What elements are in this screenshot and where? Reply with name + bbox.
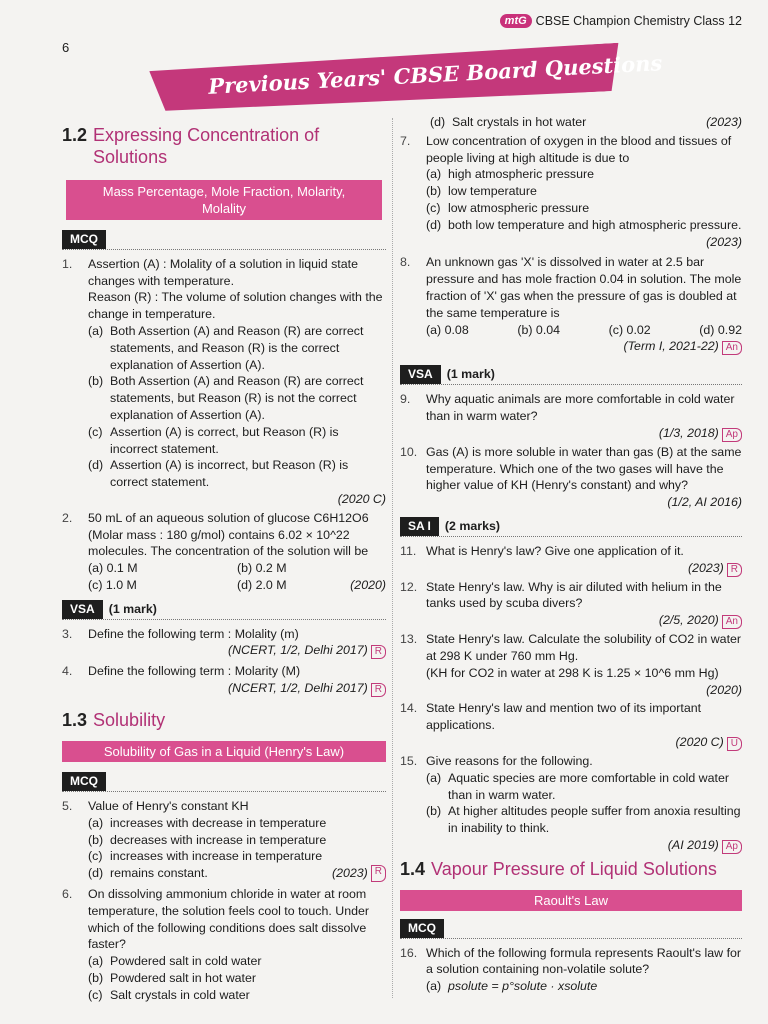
option-a: 0.1 M (106, 561, 138, 576)
question-number: 11. (400, 543, 417, 558)
question-number: 9. (400, 392, 411, 407)
sa-tag: SA I (400, 517, 439, 536)
option-a: 0.08 (444, 322, 469, 337)
question-text: Why aquatic animals are more comfortable in cold water than in warm water? (426, 392, 735, 423)
mcq-tag: MCQ (62, 230, 106, 249)
question-text: State Henry's law. Calculate the solubility of CO2 in water at 298 K under 760 mm Hg. (426, 632, 742, 663)
source-meta: (1/3, 2018) (658, 425, 719, 440)
option-c: Assertion (A) is correct, but Reason (R) is incorrect statement. (110, 424, 339, 456)
option-c: 0.02 (626, 322, 651, 337)
question-2: 2. 50 mL of an aqueous solution of glucose C6H12O6 (Molar mass : 180 g/mol) contains 6.02 × 10^22 molecules. The concentration of the solution will be (a) 0.1 M (b) 0.2 M (c) 1.0 M (d) 2.0 M (2020) (62, 510, 386, 592)
source-meta: (2020) (706, 682, 742, 697)
publisher-logo: mtG (500, 14, 532, 28)
option-d: 2.0 M (255, 577, 287, 592)
question-number: 14. (400, 701, 418, 716)
difficulty-badge: An (722, 341, 742, 355)
question-text: 50 mL of an aqueous solution of glucose C6H12O6 (Molar mass : 180 g/mol) contains 6.02 × 10^22 molecules. The concentration of the solution will be (88, 510, 369, 559)
option-a: high atmospheric pressure (448, 167, 595, 182)
topic-banner: Mass Percentage, Mole Fraction, Molarity, Molality (66, 180, 382, 220)
column-divider (392, 118, 393, 998)
source-meta: (2/5, 2020) (658, 613, 719, 628)
option-c: 1.0 M (105, 577, 137, 592)
question-text: Value of Henry's constant KH (88, 798, 249, 813)
question-number: 8. (400, 255, 411, 270)
difficulty-badge: R (371, 683, 386, 697)
difficulty-badge: U (727, 737, 742, 751)
question-3 (62, 626, 386, 660)
sa-marks: (2 marks) (444, 518, 501, 533)
source-meta: (2020 C) (675, 734, 724, 749)
vsa-marks: (1 mark) (108, 601, 157, 616)
source-meta: (NCERT, 1/2, Delhi 2017) (227, 681, 368, 696)
difficulty-badge: Ap (722, 840, 742, 854)
difficulty-badge: R (371, 865, 386, 882)
option-a: increases with decrease in temperature (110, 815, 327, 830)
option-b: Both Assertion (A) and Reason (R) are correct statements, but Reason (R) is not the correct explanation of Assertion (A). (110, 374, 364, 422)
option-a: Both Assertion (A) and Reason (R) are correct statements, and Reason (R) is the correct explanation of Assertion (A). (110, 323, 364, 372)
source-meta: (2020 C) (337, 491, 386, 506)
question-text: Low concentration of oxygen in the blood and tissues of people living at high altitude is due to (426, 133, 732, 165)
question-number: 6. (62, 886, 73, 901)
mcq-tag-row (400, 919, 742, 939)
question-5: 5. Value of Henry's constant KH (a) increases with decrease in temperature (b) decreases with increase in temperature (c) increases with increase in temperature (d) remains constant. (2023) R (62, 798, 386, 882)
mcq-tag-row (62, 230, 386, 250)
section-heading-1-4 (400, 858, 742, 880)
question-text: Which of the following formula represents Raoult's law for a solution containing non-volatile solute? (426, 945, 742, 977)
topic-banner: Raoult's Law (400, 890, 742, 911)
question-number: 7. (400, 133, 411, 148)
assertion: Assertion (A) : Molality of a solution in liquid state changes with temperature. (88, 256, 358, 288)
option-c: low atmospheric pressure (448, 200, 590, 215)
section-title: Vapour Pressure of Liquid Solutions (431, 858, 717, 879)
question-text: An unknown gas 'X' is dissolved in water at 2.5 bar pressure and has mole fraction 0.04 in solution. The mole fraction of 'X' gas when the pressure of gas is doubled at the same temperature is (426, 255, 742, 320)
question-number: 2. (62, 510, 73, 525)
book-title: CBSE Champion Chemistry Class 12 (535, 14, 742, 28)
vsa-marks: (1 mark) (446, 367, 495, 382)
source-meta: (AI 2019) (667, 837, 719, 852)
question-text: Define the following term : Molality (m) (88, 626, 299, 641)
question-8: 8. An unknown gas 'X' is dissolved in water at 2.5 bar pressure and has mole fraction 0.04 in solution. The mole fraction of 'X' gas when the pressure of gas is doubled at the same temperature is (a) 0.08 (b) 0.04 (c) 0.02 (d) 0.92 (Term I, 2021-22) An (400, 255, 742, 354)
option-b: 0.2 M (255, 561, 287, 576)
source-meta: (2023) (331, 866, 368, 881)
section-title: Solubility (93, 710, 166, 731)
question-text: State Henry's law. Why is air diluted with helium in the tanks used by scuba divers? (426, 579, 722, 611)
option-b: 0.04 (535, 322, 561, 337)
option-b: decreases with increase in temperature (110, 832, 327, 847)
question-1: 1. Assertion (A) : Molality of a solution in liquid state changes with temperature. Reason (R) : The volume of solution changes with the change in temperature. (a) Both Assertion (A) and Reason (R) are correct statements, and Reason (R) is the correct explanation of Assertion (A). (b) Both Assertion (A) and Reason (R) are correct statements, but Reason (R) is not the correct explanation of Assertion (A). (c) Assertion (A) is correct, but Reason (R) is incorrect statement. (d) Assertion (A) is incorrect, but Reason (R) is correct statement. (2020 C) (62, 256, 386, 506)
mcq-tag: MCQ (400, 919, 444, 938)
option-c: Salt crystals in cold water (110, 987, 250, 1002)
option-d: remains constant. (110, 866, 208, 881)
banner-title: Previous Years' CBSE Board Questions (207, 50, 663, 99)
question-number: 3. (62, 626, 73, 641)
question-6: 6. On dissolving ammonium chloride in water at room temperature, the solution feels cool to touch. Under which of the following conditions does salt dissolve faster? (a) Powdered salt in cold water (b) Powdered salt in hot water (c) Salt crystals in cold water (62, 886, 386, 1004)
source-meta: (2023) (706, 115, 742, 129)
source-meta: (2020) (350, 577, 386, 592)
section-number: 1.2 (62, 125, 88, 145)
question-14 (400, 700, 742, 751)
option-a: psolute = p°solute · xsolute (448, 979, 598, 994)
page-number: 6 (62, 40, 70, 55)
question-number: 16. (400, 945, 418, 960)
question-number: 4. (62, 664, 73, 679)
section-heading-1-2 (62, 124, 386, 168)
right-column (400, 114, 742, 995)
question-number: 5. (62, 798, 73, 813)
question-4 (62, 663, 386, 697)
difficulty-badge: R (727, 563, 742, 577)
option-b: At higher altitudes people suffer from anoxia resulting in inability to think. (448, 804, 741, 836)
option-d: 0.92 (717, 322, 742, 337)
question-15: 15. Give reasons for the following. (a) Aquatic species are more comfortable in cold water than in warm water. (b) At higher altitudes people suffer from anoxia resulting in inability to think. (AI 2019) Ap (400, 753, 741, 852)
question-16: 16. Which of the following formula represents Raoult's law for a solution containing non-volatile solute? (a) psolute = p°solute · xsolute (400, 945, 742, 994)
question-number: 10. (400, 444, 418, 459)
source-meta: (1/2, AI 2016) (667, 495, 742, 510)
difficulty-badge: An (722, 615, 742, 629)
mcq-tag-row (62, 772, 386, 792)
book-header (500, 14, 742, 28)
question-7: 7. Low concentration of oxygen in the blood and tissues of people living at high altitude is due to (a) high atmospheric pressure (b) low temperature (c) low atmospheric pressure (d) both low temperature and high atmospheric pressure. (2023) (400, 133, 742, 249)
question-9 (400, 391, 742, 442)
difficulty-badge: R (371, 645, 386, 659)
source-meta: (NCERT, 1/2, Delhi 2017) (227, 643, 368, 658)
question-number: 13. (400, 632, 418, 647)
question-number: 1. (62, 256, 73, 271)
question-text: What is Henry's law? Give one application of it. (426, 543, 684, 558)
question-text: Define the following term : Molarity (M) (88, 664, 301, 679)
source-meta: (Term I, 2021-22) (623, 339, 719, 354)
question-10 (400, 444, 742, 511)
section-number: 1.4 (400, 858, 426, 879)
option-b: low temperature (448, 184, 537, 199)
section-number: 1.3 (62, 710, 88, 731)
option-c: increases with increase in temperature (110, 849, 323, 864)
option-d: Assertion (A) is incorrect, but Reason (R) is correct statement. (110, 458, 349, 490)
question-text: Give reasons for the following. (426, 753, 593, 768)
question-6-option-d: (d) Salt crystals in hot water (2023) (430, 115, 742, 129)
difficulty-badge: Ap (722, 428, 742, 442)
source-meta: (2023) (706, 234, 742, 249)
option-d: Salt crystals in hot water (452, 115, 587, 129)
question-number: 12. (400, 579, 418, 594)
question-11 (400, 543, 742, 577)
question-text: On dissolving ammonium chloride in water at room temperature, the solution feels cool to touch. Under which of the following conditions does salt dissolve faster? (88, 886, 370, 952)
option-a: Aquatic species are more comfortable in cold water than in warm water. (448, 770, 729, 802)
question-text: Gas (A) is more soluble in water than gas (B) at the same temperature. Which one of the two gases will have the higher value of KH (Henry's constant) and why? (426, 444, 742, 493)
topic-banner: Solubility of Gas in a Liquid (Henry's Law) (62, 741, 386, 762)
vsa-tag: VSA (62, 600, 103, 619)
question-data: (KH for CO2 in water at 298 K is 1.25 × 10^6 mm Hg) (426, 665, 719, 680)
question-number: 15. (400, 753, 418, 768)
sa-tag-row (400, 517, 742, 537)
vsa-tag-row (62, 600, 386, 620)
left-column (62, 124, 386, 1003)
question-12 (400, 579, 742, 630)
vsa-tag-row (400, 365, 742, 385)
option-b: Powdered salt in hot water (110, 970, 257, 985)
mcq-tag: MCQ (62, 772, 106, 791)
question-13 (400, 631, 742, 698)
option-a: Powdered salt in cold water (110, 954, 262, 969)
section-title: Expressing Concentration of Solutions (93, 125, 320, 167)
section-heading-1-3 (62, 709, 386, 731)
vsa-tag: VSA (400, 365, 441, 384)
option-d: both low temperature and high atmospheric pressure. (448, 217, 742, 232)
source-meta: (2023) (687, 560, 724, 575)
reason: Reason (R) : The volume of solution changes with the change in temperature. (88, 290, 383, 322)
question-text: State Henry's law and mention two of its important applications. (426, 701, 702, 733)
